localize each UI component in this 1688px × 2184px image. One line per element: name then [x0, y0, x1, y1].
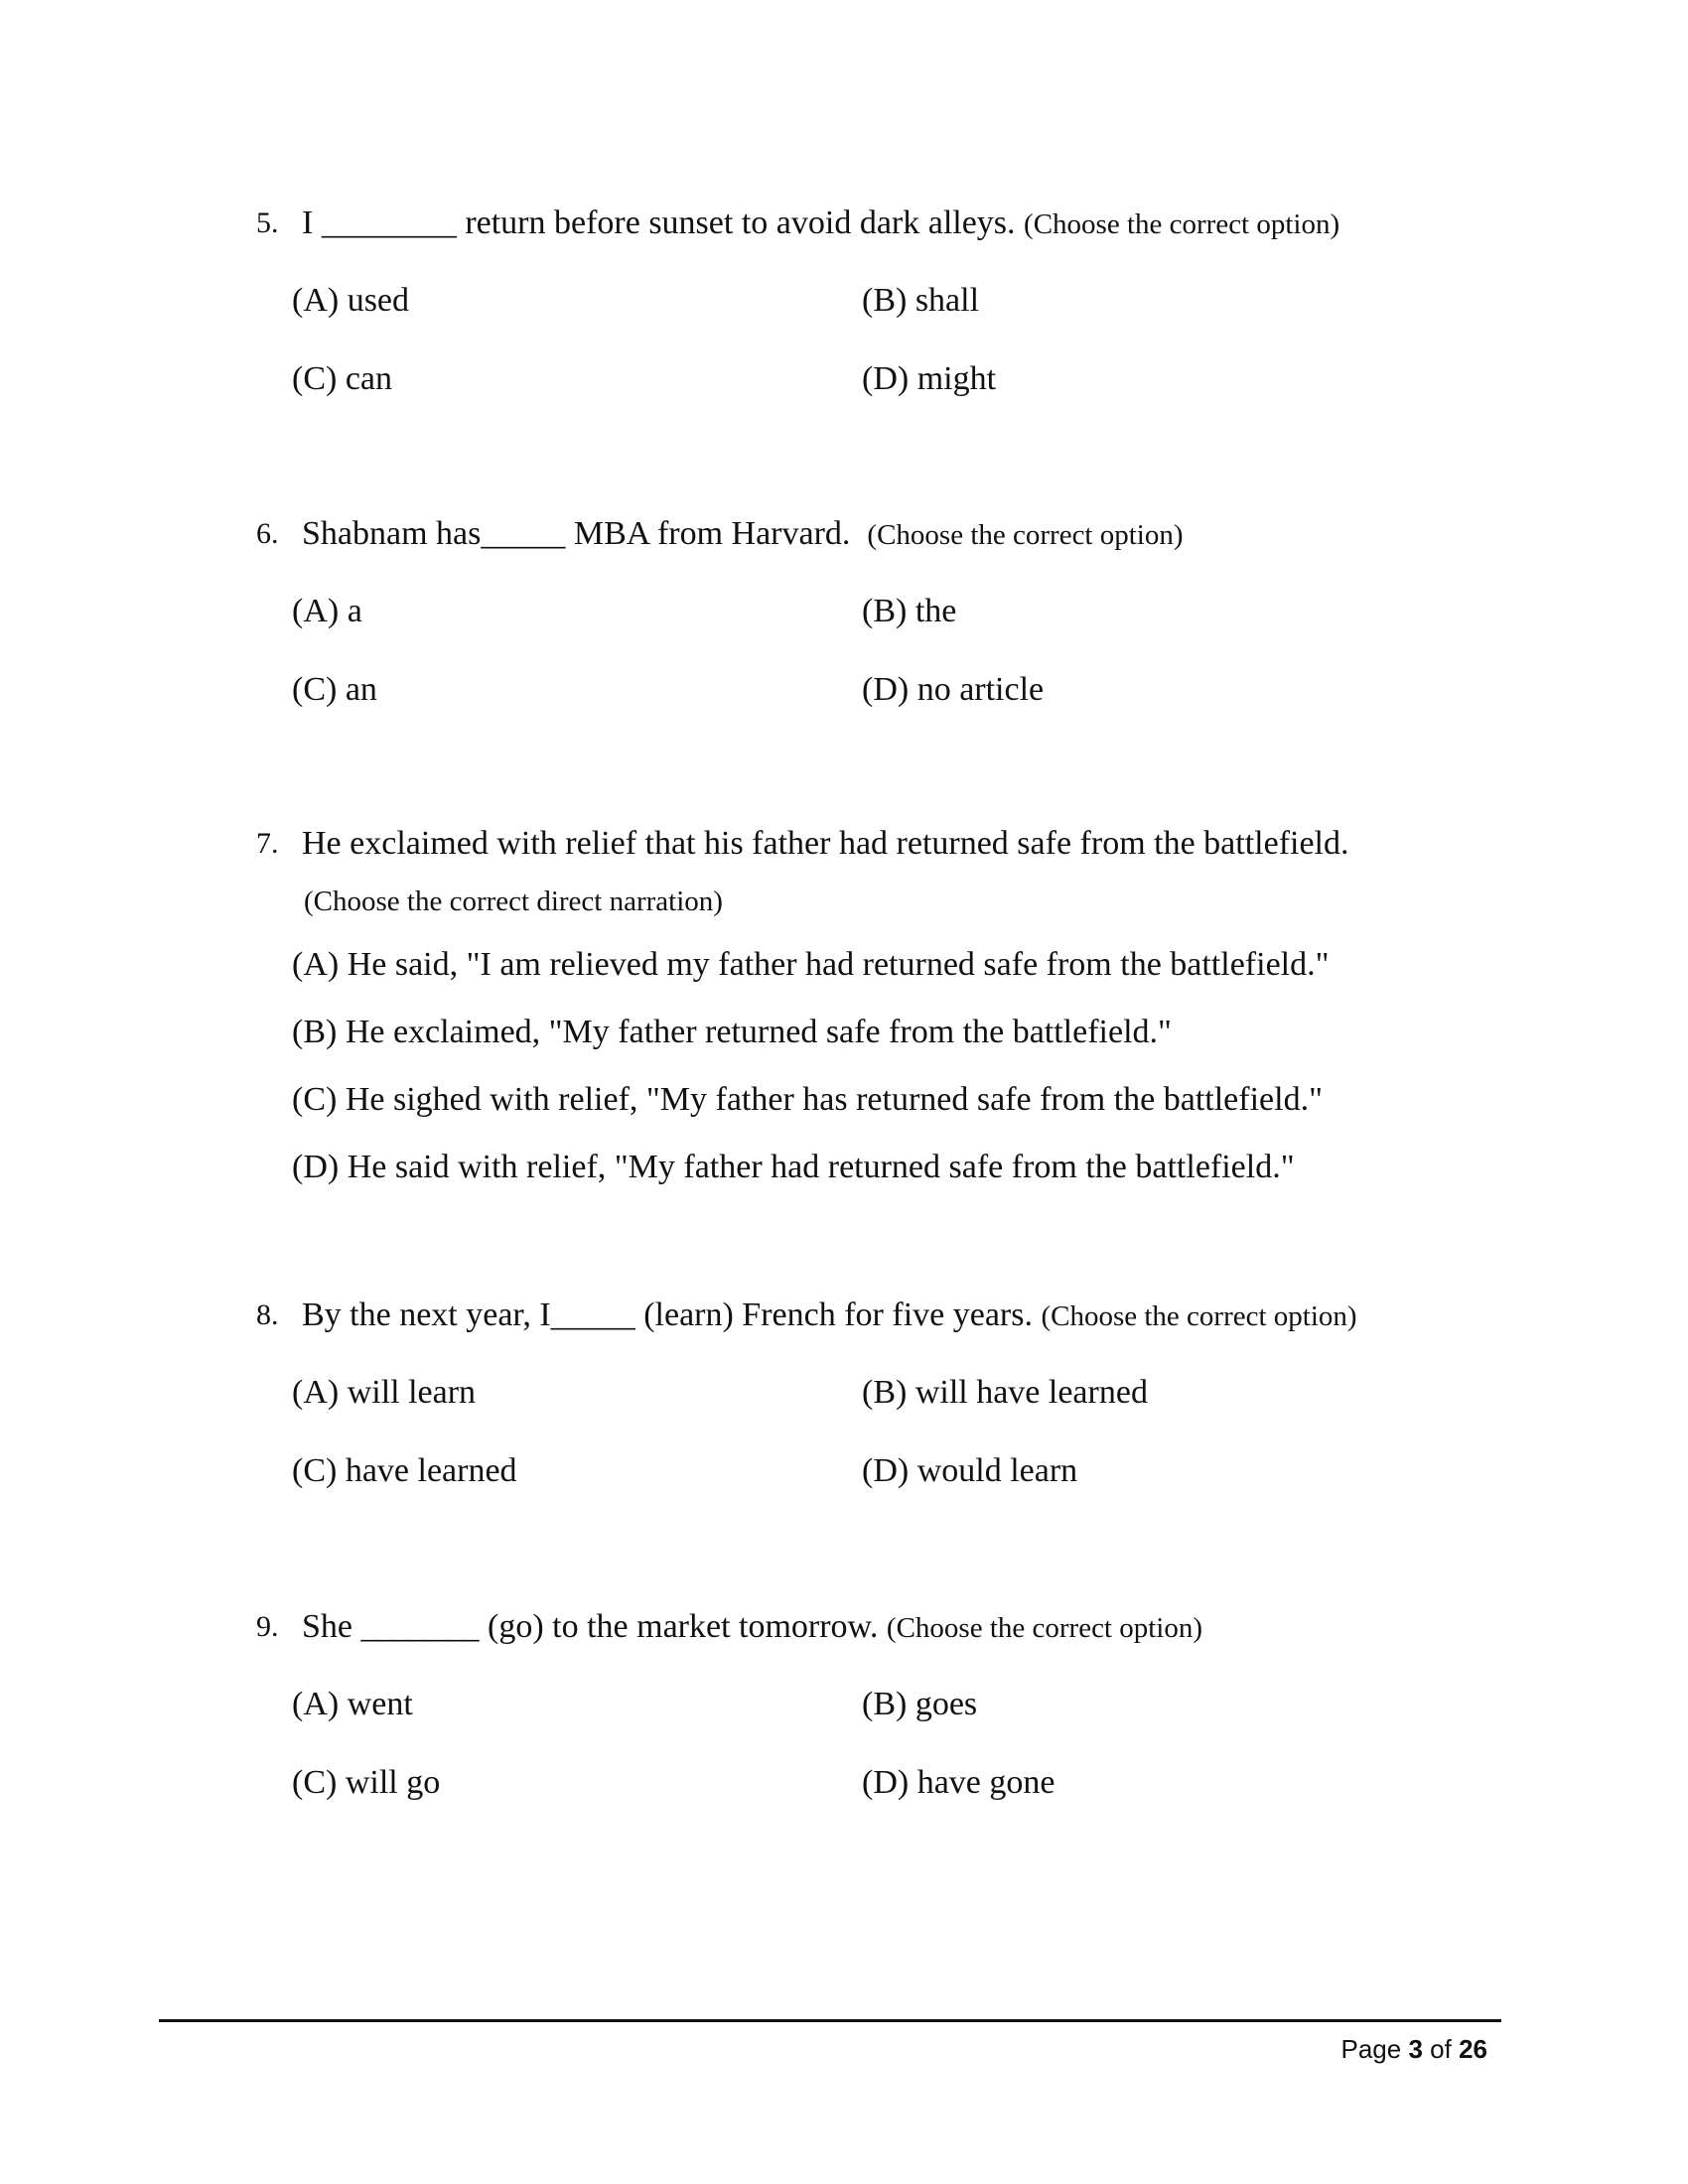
question-text: I ________ return before sunset to avoid dark alleys.	[302, 205, 1016, 241]
question-stem	[256, 1599, 1487, 1655]
question-number: 9.	[256, 1610, 279, 1643]
question-number: 6.	[256, 517, 279, 550]
current-page: 3	[1408, 2034, 1423, 2064]
options-row	[292, 1365, 1464, 1443]
question-8	[256, 1288, 1487, 1522]
question-instruction: (Choose the correct option)	[1041, 1300, 1357, 1332]
options-row	[292, 584, 1464, 662]
question-text-wrap	[302, 1288, 1357, 1344]
option-b[interactable]: (B) He exclaimed, "My father returned safe from the battlefield."	[292, 1014, 1172, 1050]
question-5	[256, 196, 1487, 430]
of-label: of	[1430, 2034, 1452, 2064]
option-d[interactable]: (D) might	[862, 360, 997, 397]
question-text: She _______ (go) to the market tomorrow.	[302, 1608, 879, 1645]
option-a[interactable]: (A) went	[292, 1686, 413, 1722]
option-c[interactable]: (C) He sighed with relief, "My father has returned safe from the battlefield."	[292, 1081, 1323, 1118]
option-a[interactable]: (A) He said, "I am relieved my father had returned safe from the battlefield."	[292, 946, 1330, 983]
option-d[interactable]: (D) He said with relief, "My father had returned safe from the battlefield."	[292, 1149, 1295, 1185]
options-list	[292, 937, 1523, 1207]
footer-divider	[159, 2019, 1501, 2022]
option-b[interactable]: (B) will have learned	[862, 1374, 1148, 1411]
question-stem	[256, 196, 1487, 251]
option-a[interactable]: (A) used	[292, 282, 410, 319]
question-stem	[256, 506, 1487, 562]
question-text: Shabnam has_____ MBA from Harvard.	[302, 515, 851, 552]
option-c[interactable]: (C) can	[292, 360, 393, 397]
option-b[interactable]: (B) goes	[862, 1686, 978, 1722]
options-row	[292, 1677, 1464, 1755]
question-text-wrap	[302, 1599, 1202, 1656]
question-number: 5.	[256, 206, 279, 239]
options-grid	[292, 1365, 1464, 1522]
option-d[interactable]: (D) no article	[862, 671, 1045, 708]
options-grid	[292, 584, 1464, 741]
total-pages: 26	[1459, 2034, 1487, 2064]
options-grid	[292, 273, 1464, 430]
question-6	[256, 506, 1487, 741]
option-c[interactable]: (C) have learned	[292, 1452, 517, 1489]
option-b[interactable]: (B) shall	[862, 282, 980, 319]
page-number	[1340, 2025, 1487, 2073]
option-a[interactable]: (A) will learn	[292, 1374, 477, 1411]
question-stem	[256, 816, 1487, 872]
option-c[interactable]: (C) an	[292, 671, 377, 708]
question-text: By the next year, I_____ (learn) French for five years.	[302, 1297, 1033, 1333]
question-number: 7.	[256, 827, 279, 860]
options-row	[292, 1755, 1464, 1834]
options-row	[292, 662, 1464, 741]
options-grid	[292, 1677, 1464, 1834]
option-c[interactable]: (C) will go	[292, 1764, 441, 1801]
option-b[interactable]: (B) the	[862, 593, 957, 629]
question-instruction: (Choose the correct option)	[886, 1612, 1203, 1644]
options-row	[292, 1443, 1464, 1522]
option-d[interactable]: (D) have gone	[862, 1764, 1055, 1801]
option-a[interactable]: (A) a	[292, 593, 362, 629]
question-stem	[256, 1288, 1487, 1343]
option-d[interactable]: (D) would learn	[862, 1452, 1078, 1489]
question-instruction: (Choose the correct option)	[1024, 208, 1340, 240]
options-row	[292, 273, 1464, 351]
question-text-wrap	[302, 196, 1339, 252]
question-instruction: (Choose the correct direct narration)	[304, 886, 723, 917]
question-text: He exclaimed with relief that his father had returned safe from the battlefield.	[302, 825, 1349, 862]
options-row	[292, 351, 1464, 430]
question-instruction: (Choose the correct option)	[867, 519, 1184, 551]
question-7	[256, 816, 1487, 1207]
question-9	[256, 1599, 1487, 1834]
question-number: 8.	[256, 1298, 279, 1331]
page-label: Page	[1340, 2034, 1402, 2064]
question-text-wrap	[302, 506, 1184, 563]
